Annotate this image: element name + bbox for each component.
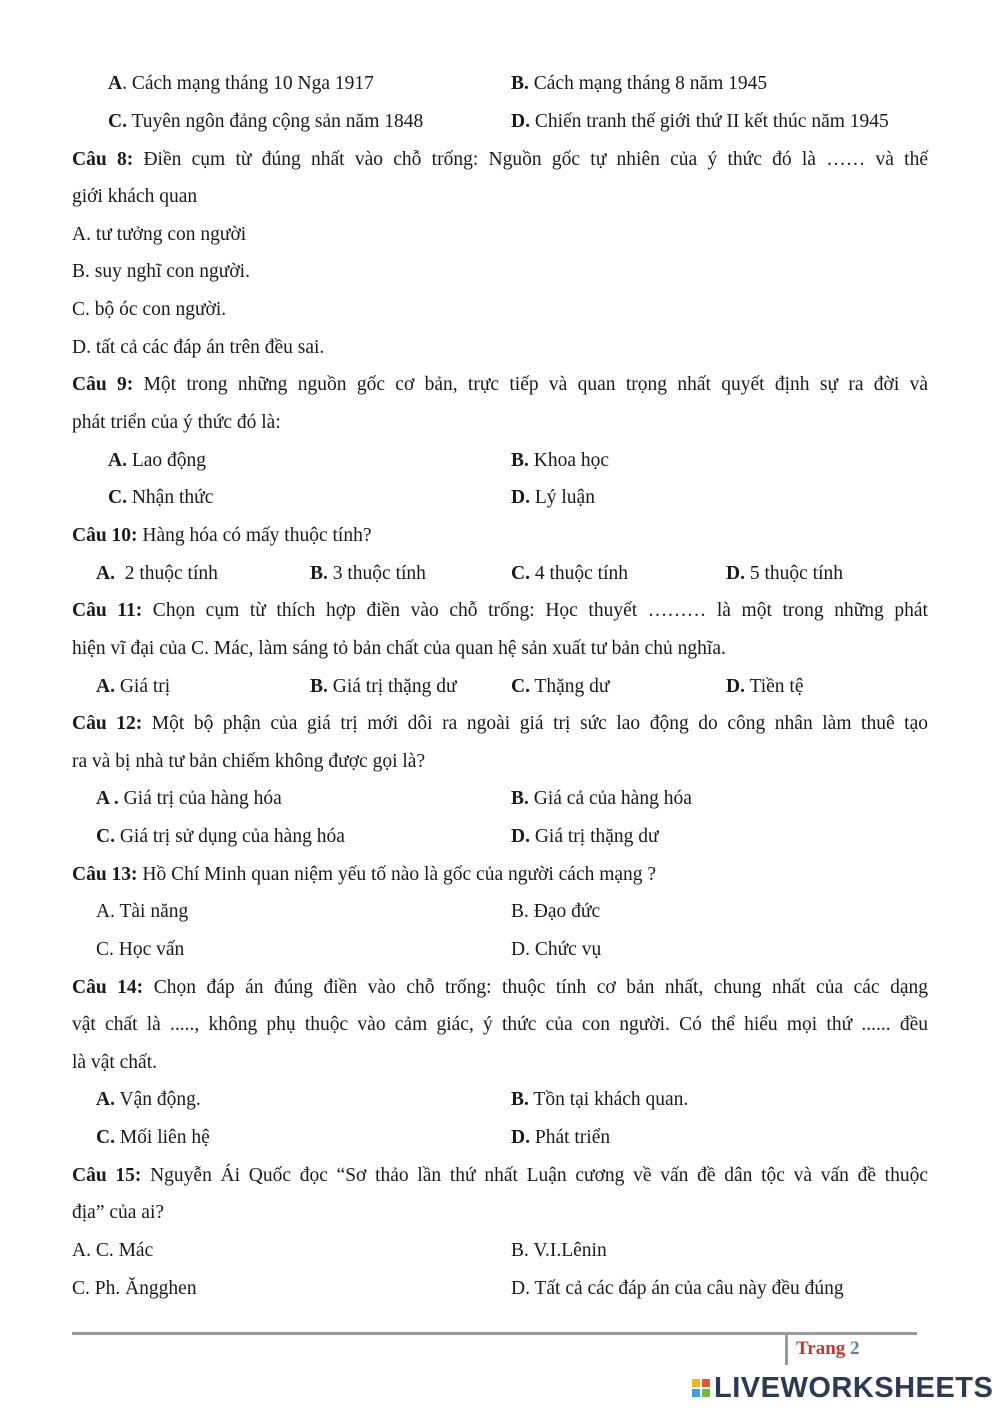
option-b: B. Đạo đức (511, 901, 601, 922)
liveworksheets-logo[interactable] (692, 1372, 993, 1404)
option-d: D. Tất cả các đáp án của câu này đều đúng (511, 1278, 844, 1299)
question-9: Câu 9: Một trong những nguồn gốc cơ bản, trực tiếp và quan trọng nhất quyết định sự ra đời và (72, 374, 929, 395)
question-12: Câu 12: Một bộ phận của giá trị mới dôi ra ngoài giá trị sức lao động do công nhân làm thuê tạo (72, 713, 928, 734)
question-13: Câu 13: Hồ Chí Minh quan niệm yếu tố nào là gốc của người cách mạng ? (72, 864, 657, 885)
option-a: A. C. Mác (72, 1240, 154, 1261)
option-b: B. Tồn tại khách quan. (511, 1089, 689, 1110)
option-d: D. Giá trị thặng dư (511, 826, 659, 847)
footer-divider (72, 1332, 917, 1335)
footer-divider-tick (785, 1335, 788, 1365)
option-d: D. Lý luận (511, 487, 595, 508)
question-12-cont: ra và bị nhà tư bản chiếm không được gọi là? (72, 751, 426, 772)
option-d: D. Tiền tệ (726, 676, 804, 697)
option-c: C. Giá trị sử dụng của hàng hóa (96, 826, 345, 847)
option-c: C. Thặng dư (511, 676, 610, 697)
option-c: C. Ph. Ăngghen (72, 1278, 197, 1299)
option-a: A. Giá trị (96, 676, 171, 697)
option-d: D. 5 thuộc tính (726, 563, 844, 584)
question-11: Câu 11: Chọn cụm từ thích hợp điền vào chỗ trống: Học thuyết ……… là một trong những phát (72, 600, 928, 621)
option-d: D. tất cả các đáp án trên đều sai. (72, 337, 325, 358)
question-8-cont: giới khách quan (72, 186, 198, 207)
option-a: A. Vận động. (96, 1089, 201, 1110)
option-d: D. Chiến tranh thế giới thứ II kết thúc năm 1945 (511, 111, 889, 132)
option-c: C. 4 thuộc tính (511, 563, 629, 584)
question-14-cont: vật chất là ....., không phụ thuộc vào cảm giác, ý thức của con người. Có thể hiểu mọi thứ ...... đều (72, 1014, 928, 1035)
option-c: C. bộ óc con người. (72, 299, 227, 320)
option-a: A . Giá trị của hàng hóa (96, 788, 282, 809)
option-c: C. Nhận thức (108, 487, 214, 508)
option-a: A. Lao động (108, 450, 207, 471)
option-b: B. suy nghĩ con người. (72, 261, 250, 282)
page-number-label: Trang 2 (796, 1338, 860, 1359)
option-b: B. Khoa học (511, 450, 610, 471)
option-a: A. Cách mạng tháng 10 Nga 1917 (108, 73, 374, 94)
option-c: C. Tuyên ngôn đảng cộng sản năm 1848 (108, 111, 424, 132)
option-a: A. tư tưởng con người (72, 224, 247, 245)
option-d: D. Phát triển (511, 1127, 611, 1148)
question-10: Câu 10: Hàng hóa có mấy thuộc tính? (72, 525, 372, 546)
option-c: C. Mối liên hệ (96, 1127, 210, 1148)
option-b: B. 3 thuộc tính (310, 563, 426, 584)
question-14-cont: là vật chất. (72, 1052, 157, 1073)
option-b: B. Giá cả của hàng hóa (511, 788, 692, 809)
option-b: B. V.I.Lênin (511, 1240, 607, 1261)
question-14: Câu 14: Chọn đáp án đúng điền vào chỗ trống: thuộc tính cơ bản nhất, chung nhất của các dạng (72, 977, 928, 998)
option-b: B. Giá trị thặng dư (310, 676, 457, 697)
logo-grid-icon (692, 1379, 710, 1397)
question-15-cont: địa” của ai? (72, 1202, 165, 1223)
option-a: A. 2 thuộc tính (96, 563, 218, 584)
question-9-cont: phát triển của ý thức đó là: (72, 412, 281, 433)
question-15: Câu 15: Nguyễn Ái Quốc đọc “Sơ thảo lần thứ nhất Luận cương về vấn đề dân tộc và vấn đề thuộc (72, 1165, 929, 1186)
option-d: D. Chức vụ (511, 939, 602, 960)
logo-text: LIVEWORKSHEETS (714, 1371, 994, 1404)
page-number: 2 (850, 1338, 860, 1359)
option-a: A. Tài năng (96, 901, 189, 922)
question-11-cont: hiện vĩ đại của C. Mác, làm sáng tỏ bản chất của quan hệ sản xuất tư bản chủ nghĩa. (72, 638, 726, 659)
option-c: C. Học vấn (96, 939, 185, 960)
question-8: Câu 8: Điền cụm từ đúng nhất vào chỗ trống: Nguồn gốc tự nhiên của ý thức đó là …… và thế (72, 149, 928, 170)
option-b: B. Cách mạng tháng 8 năm 1945 (511, 73, 768, 94)
